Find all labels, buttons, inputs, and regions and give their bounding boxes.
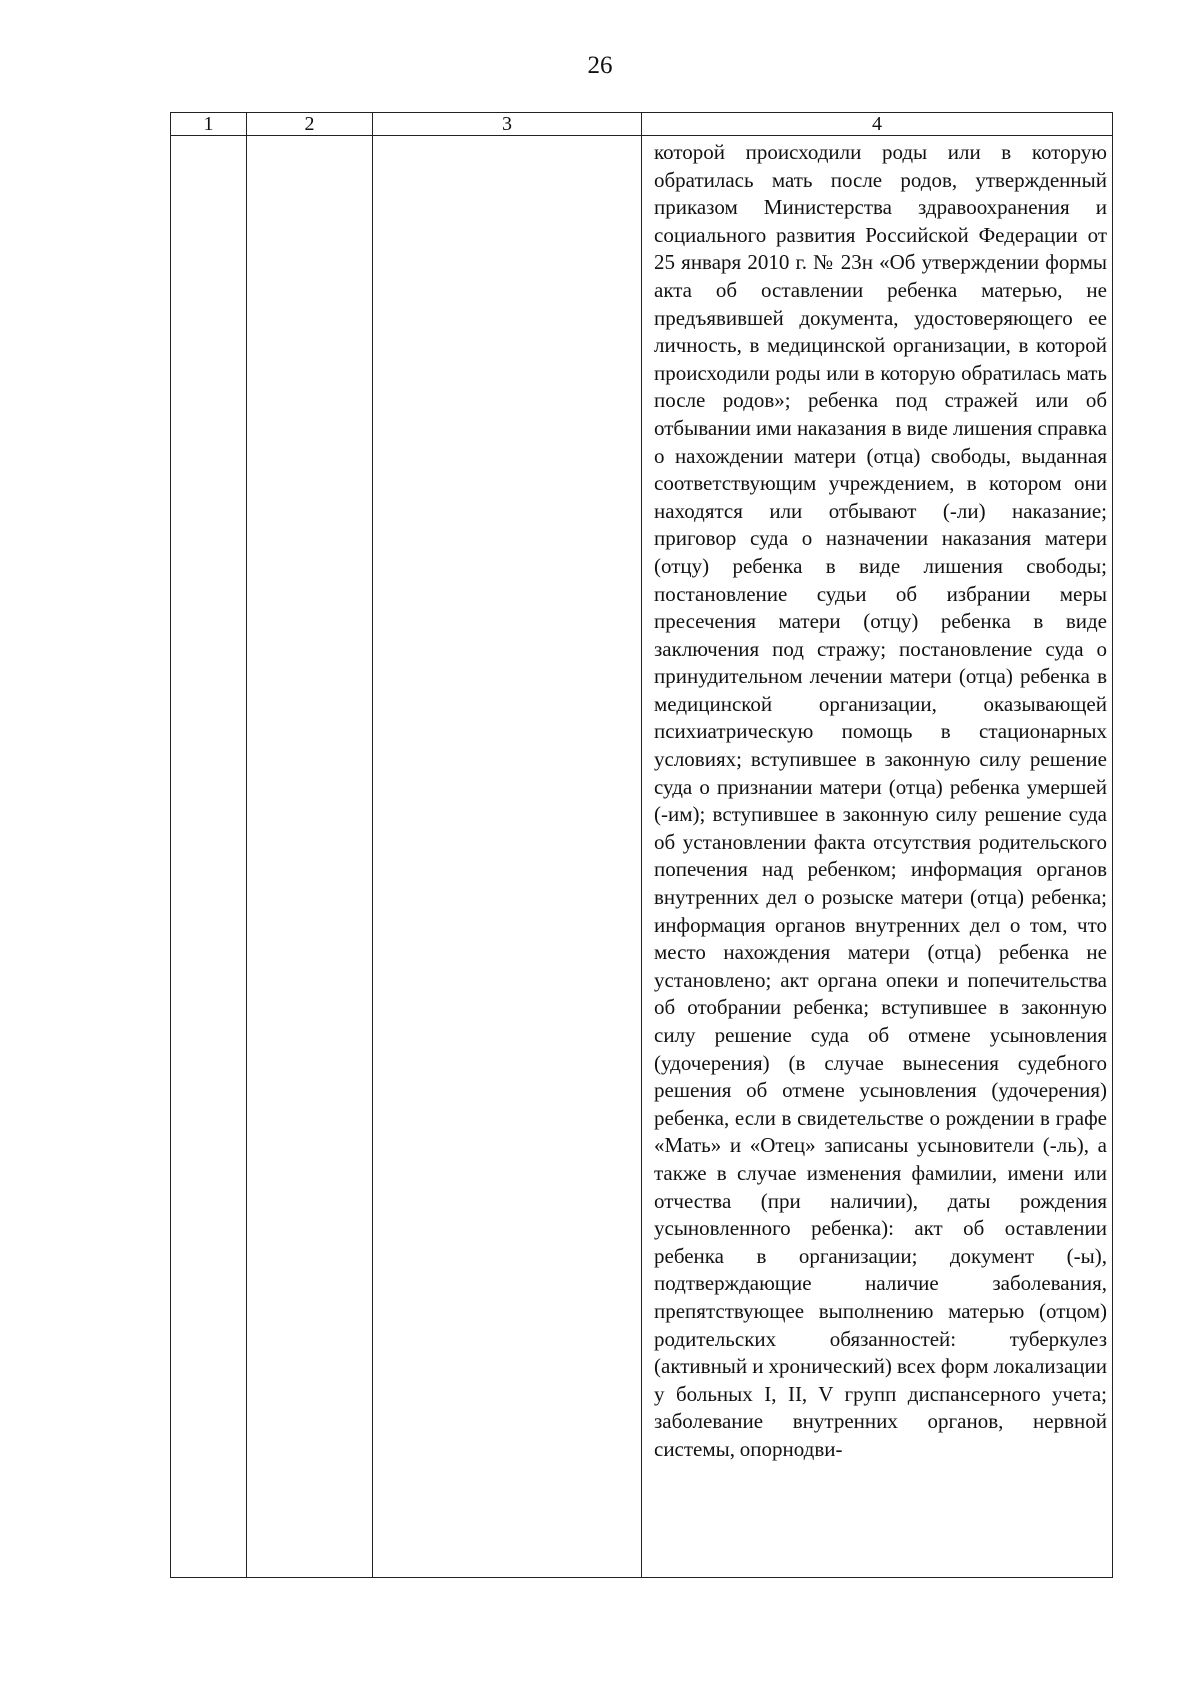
column-3-cell (373, 136, 642, 1578)
column-1-cell (171, 136, 247, 1578)
column-header-2: 2 (247, 113, 373, 136)
document-table (170, 112, 1113, 1578)
column-header-3: 3 (373, 113, 642, 136)
table-row (171, 136, 1113, 1578)
column-4-cell (642, 136, 1113, 1578)
column-2-cell (247, 136, 373, 1578)
column-header-1: 1 (171, 113, 247, 136)
column-header-4: 4 (642, 113, 1113, 136)
table-header-row (171, 113, 1113, 136)
page-number: 26 (587, 52, 613, 79)
document-list-text: которой происходили роды или в которую обратилась мать после родов, утвержденный приказом Министерства здравоохранения и социального развития Российской Федерации от 25 января 2010 г. № 23н «Об утверждении формы акта об оставлении ребенка матерью, не предъявившей документа, удостоверяющего ее личность, в медицинской организации, в которой происходили роды или в которую обратилась мать после родов»; ребенка под стражей или об отбывании ими наказания в виде лишения справка о нахождении матери (отца) свободы, выданная соответствующим учреждением, в котором они находятся или отбывают (-ли) наказание; приговор суда о назначении наказания матери (отцу) ребенка в виде лишения свободы; постановление судьи об избрании меры пресечения матери (отцу) ребенка в виде заключения под стражу; постановление суда о принудительном лечении матери (отца) ребенка в медицинской организации, оказывающей психиатрическую помощь в стационарных условиях; вступившее в законную силу решение суда о признании матери (отца) ребенка умершей (-им); вступившее в законную силу решение суда об установлении факта отсутствия родительского попечения над ребенком; информация органов внутренних дел о розыске матери (отца) ребенка; информация органов внутренних дел о том, что место нахождения матери (отца) ребенка не установлено; акт органа опеки и попечительства об отобрании ребенка; вступившее в законную силу решение суда об отмене усыновления (удочерения) (в случае вынесения судебного решения об отмене усыновления (удочерения) ребенка, если в свидетельстве о рождении в графе «Мать» и «Отец» записаны усыновители (-ль), а также в случае изменения фамилии, имени или отчества (при наличии), даты рождения усыновленного ребенка): акт об оставлении ребенка в организации; документ (-ы), подтверждающие наличие заболевания, препятствующее выполнению матерью (отцом) родительских обязанностей: туберкулез (активный и хронический) всех форм локализации у больных I, II, V групп диспансерного учета; заболевание внутренних органов, нервной системы, опорнодви- (654, 140, 1107, 1461)
